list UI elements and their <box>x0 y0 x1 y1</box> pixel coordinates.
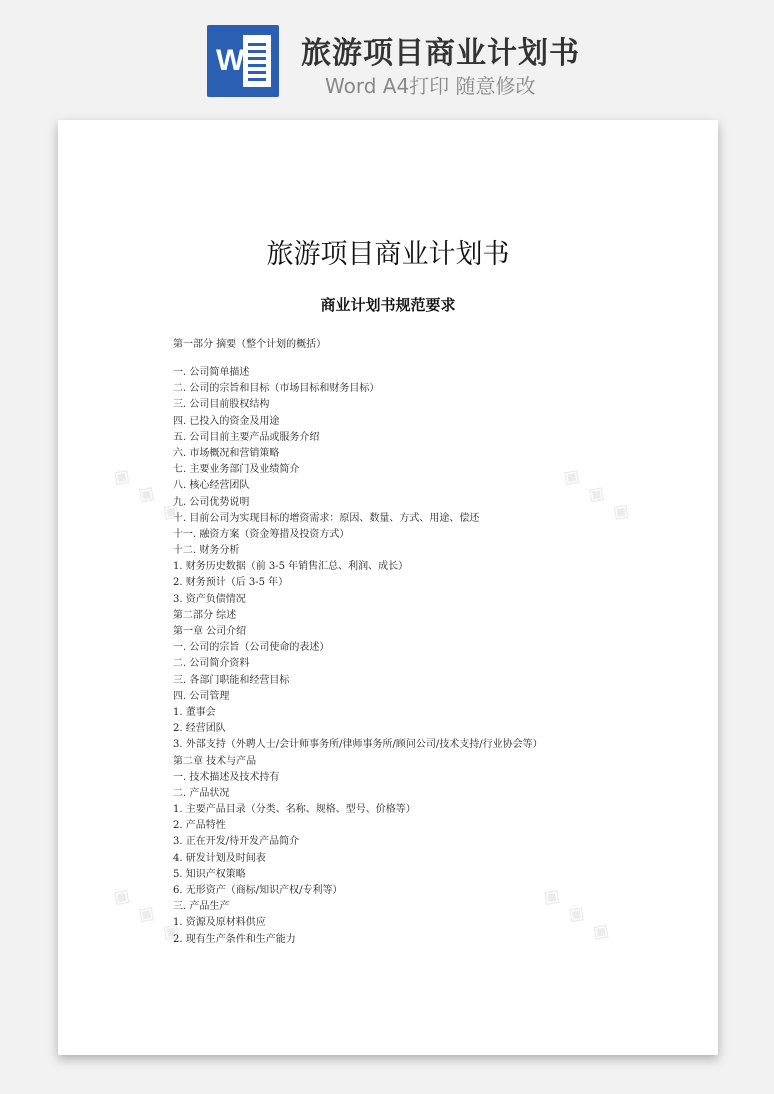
outline-line: 八. 核心经营团队 <box>173 480 250 492</box>
watermark: ◈ ◈ ◈ <box>107 459 190 529</box>
document-subtitle: 商业计划书规范要求 <box>320 296 456 314</box>
outline-line: 第二部分 综述 <box>173 609 237 621</box>
outline-line: 1. 主要产品目录（分类、名称、规格、型号、价格等） <box>173 804 416 816</box>
outline-line: 二. 产品状况 <box>173 787 230 799</box>
outline-line: 5. 知识产权策略 <box>173 868 246 880</box>
outline-line: 1. 财务历史数据（前 3-5 年销售汇总、利润、成长） <box>173 561 409 573</box>
outline-line: 4. 研发计划及时间表 <box>173 852 266 864</box>
outline-line: 十. 目前公司为实现目标的增资需求：原因、数量、方式、用途、偿还 <box>173 512 480 524</box>
outline-line: 五. 公司目前主要产品或服务介绍 <box>173 431 320 443</box>
outline-line: 十二. 财务分析 <box>173 545 240 557</box>
outline-line: 1. 董事会 <box>173 706 216 718</box>
outline-line: 二. 公司的宗旨和目标（市场目标和财务目标） <box>173 383 380 395</box>
outline-line: 七. 主要业务部门及业绩简介 <box>173 464 300 476</box>
outline-line: 四. 公司管理 <box>173 690 230 702</box>
outline-line: 三. 产品生产 <box>173 901 230 913</box>
outline-line: 六. 市场概况和营销策略 <box>173 447 280 459</box>
document-title: 旅游项目商业计划书 <box>266 239 510 270</box>
document-page <box>58 120 718 1055</box>
outline-line: 三. 公司目前股权结构 <box>173 399 270 411</box>
outline-line: 一. 公司简单描述 <box>173 367 250 378</box>
outline-line: 3. 正在开发/待开发产品简介 <box>173 836 300 848</box>
outline-line: 一. 技术描述及技术持有 <box>173 771 280 783</box>
outline-line: 3. 资产负债情况 <box>173 593 246 605</box>
outline-line: 2. 经营团队 <box>173 723 226 735</box>
outline-line: 二. 公司简介资料 <box>173 658 250 670</box>
outline-line: 四. 已投入的资金及用途 <box>173 415 280 427</box>
section-intro: 第一部分 摘要（整个计划的概括） <box>173 339 327 350</box>
header-subtitle: Word A4打印 随意修改 <box>325 74 536 98</box>
outline-line: 第二章 技术与产品 <box>173 755 257 767</box>
outline-line: 第一章 公司介绍 <box>173 626 247 637</box>
outline-list <box>173 365 543 948</box>
outline-line: 3. 外部支持（外聘人士/会计师事务所/律师事务所/顾问公司/技术支持/行业协会等） <box>173 739 543 751</box>
outline-line: 2. 现有生产条件和生产能力 <box>173 933 296 945</box>
outline-line: 三. 各部门职能和经营目标 <box>173 674 290 686</box>
outline-line: 2. 财务预计（后 3-5 年） <box>173 577 289 589</box>
outline-line: 十一. 融资方案（资金筹措及投资方式） <box>173 528 350 540</box>
word-letter: W <box>216 44 245 77</box>
watermark: ◈ ◈ ◈ <box>557 459 640 529</box>
watermark: ◈ ◈ ◈ <box>537 879 620 949</box>
outline-line: 1. 资源及原材料供应 <box>173 917 266 929</box>
preview-header <box>0 0 774 110</box>
word-icon <box>207 25 279 97</box>
outline-line: 2. 产品特性 <box>173 820 226 832</box>
outline-line: 一. 公司的宗旨（公司使命的表述） <box>173 642 330 654</box>
outline-line: 6. 无形资产（商标/知识产权/专利等） <box>173 885 343 896</box>
header-title: 旅游项目商业计划书 <box>301 36 580 71</box>
watermark: ◈ ◈ ◈ <box>107 879 190 949</box>
outline-line: 九. 公司优势说明 <box>173 496 250 508</box>
